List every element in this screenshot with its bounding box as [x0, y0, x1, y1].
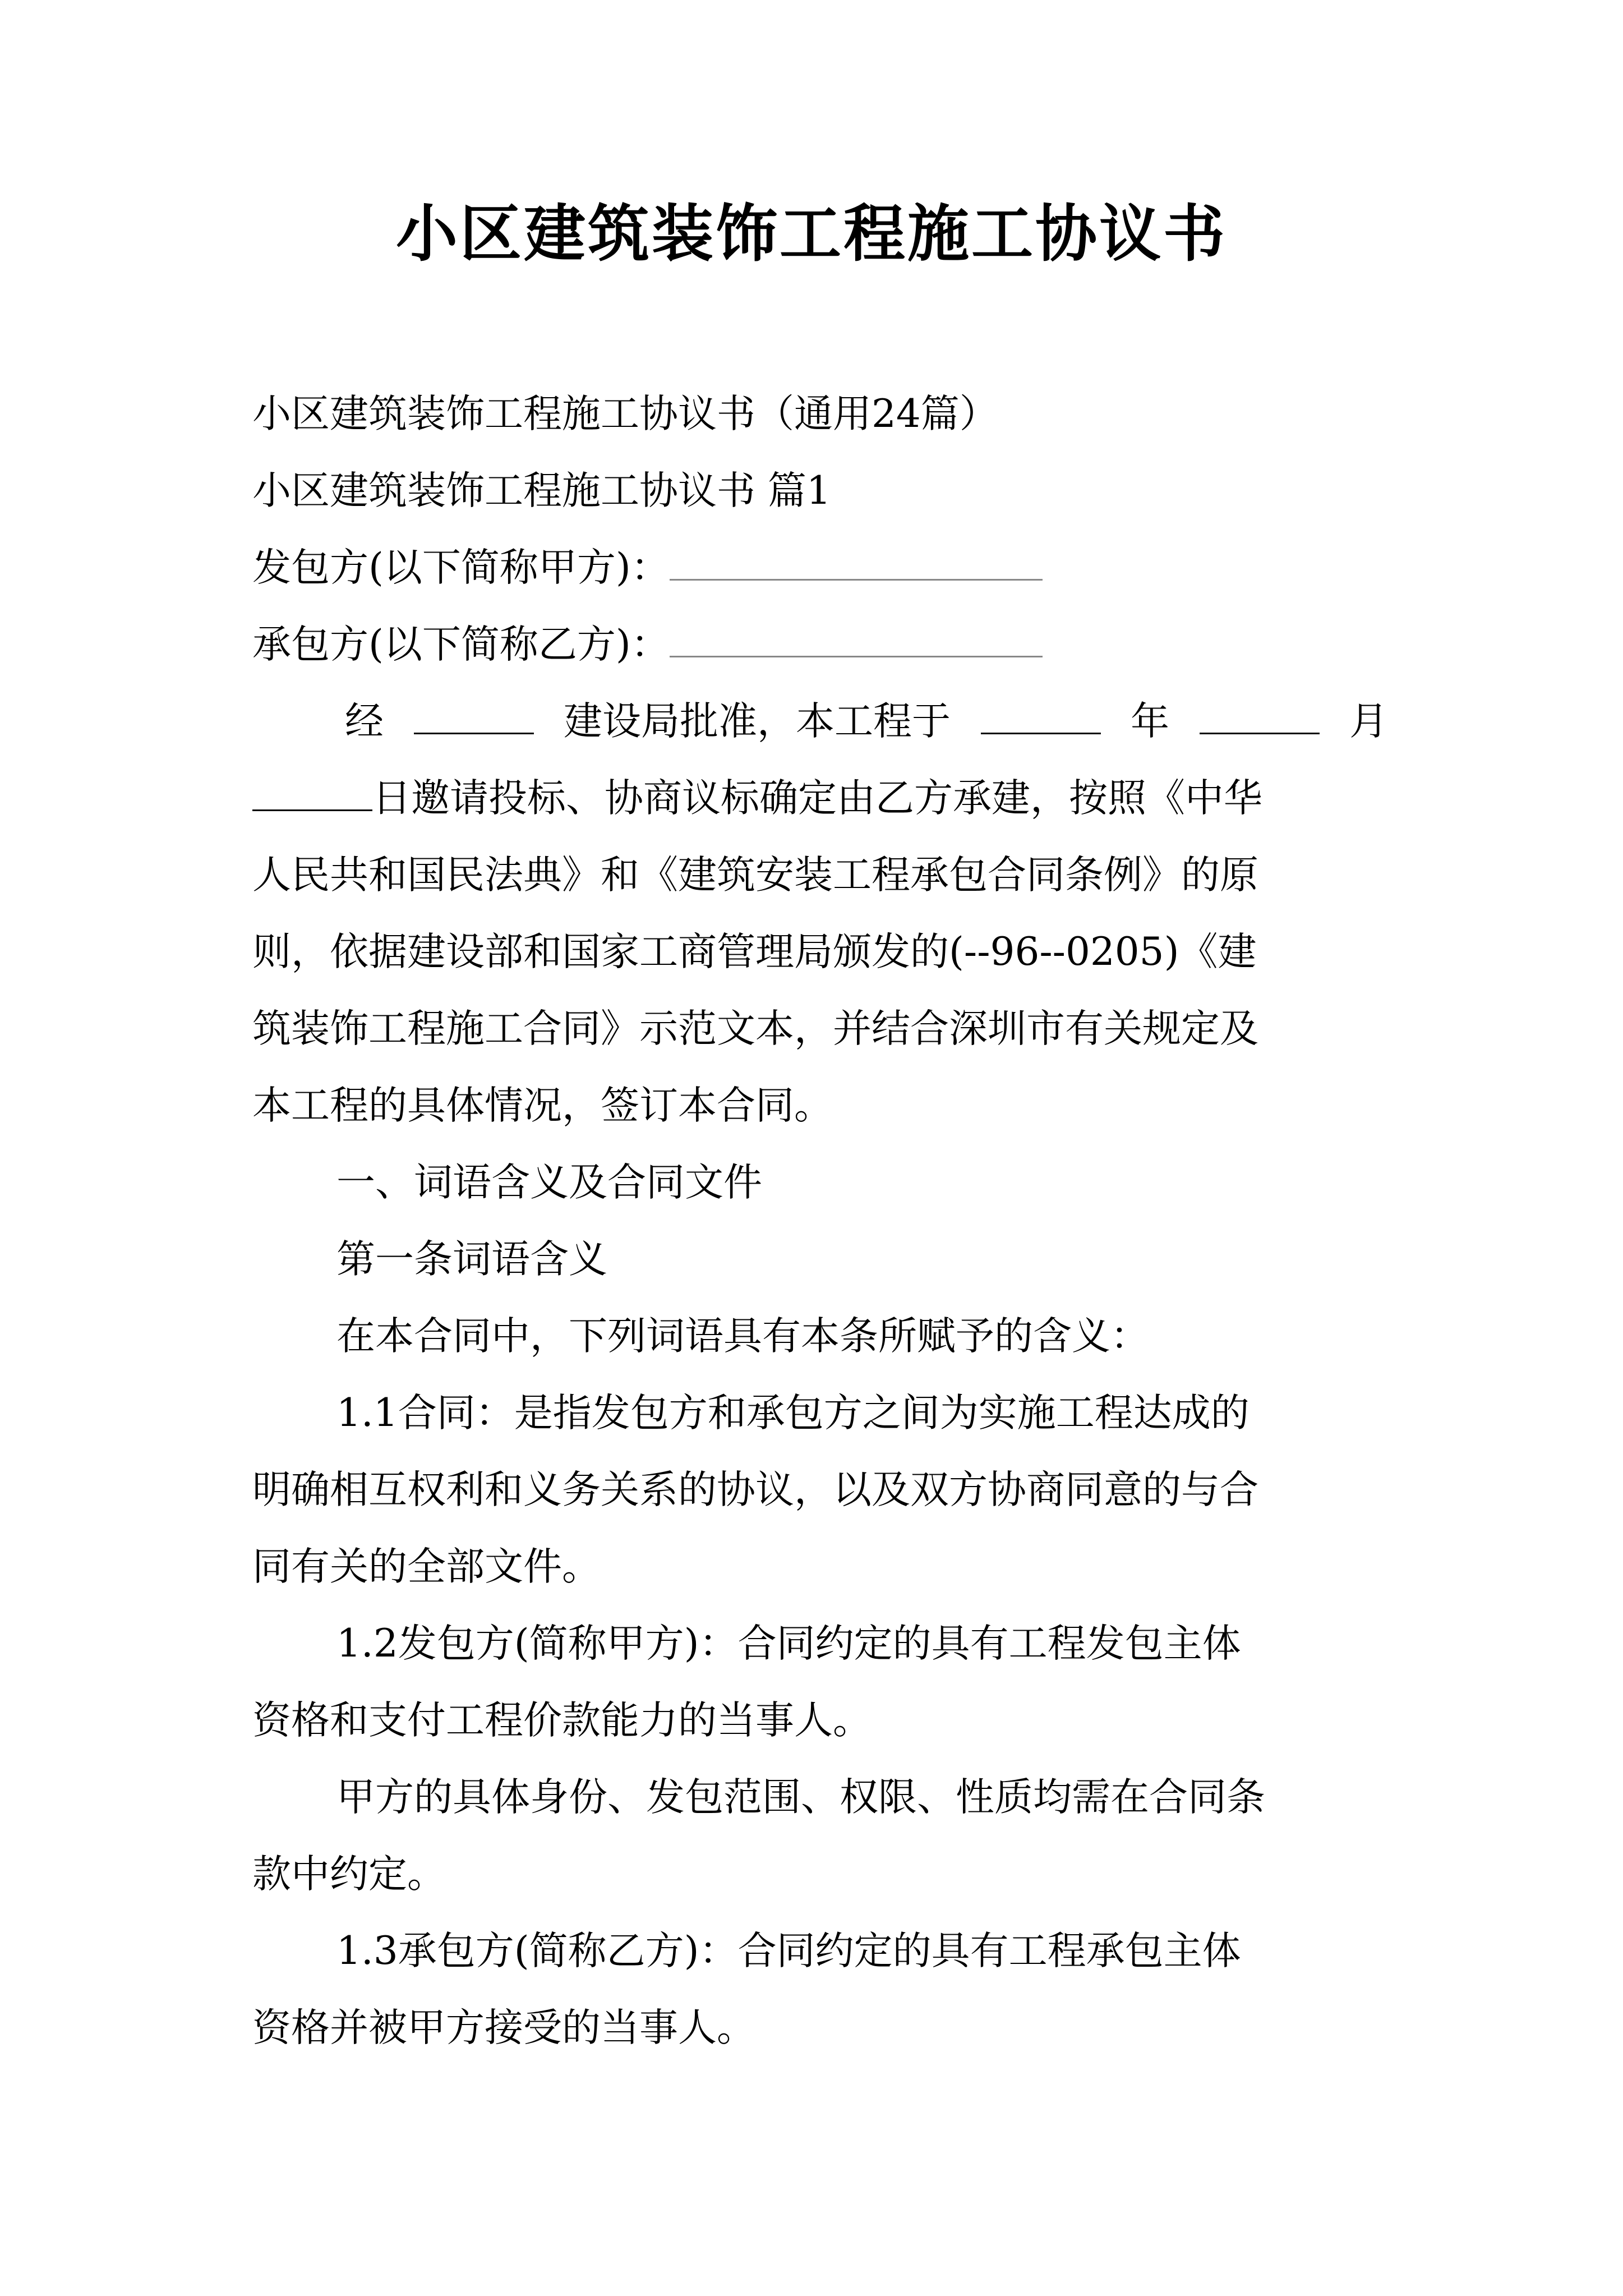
clause-1-2-line-2: 资格和支付工程价款能力的当事人。	[252, 1698, 872, 1743]
article-intro: 在本合同中，下列词语具有本条所赋予的含义：	[336, 1314, 1149, 1359]
document-subtitle: 小区建筑装饰工程施工协议书（通用24篇）	[252, 392, 998, 436]
clause-1-3-line-1: 1.3承包方(简称乙方)：合同约定的具有工程承包主体	[336, 1929, 1241, 1973]
party-a-blank	[670, 542, 1043, 581]
party-a-label: 发包方(以下简称甲方)：	[252, 545, 670, 590]
party-b-blank	[670, 619, 1043, 657]
month-blank	[1200, 696, 1320, 734]
day-blank	[252, 772, 372, 811]
intro-line-2	[252, 770, 1388, 826]
clause-1-2-note-line-1: 甲方的具体身份、发包范围、权限、性质均需在合同条	[336, 1775, 1265, 1820]
intro-line-3: 人民共和国民法典》和《建筑安装工程承包合同条例》的原	[252, 853, 1258, 898]
intro-line-5: 筑装饰工程施工合同》示范文本，并结合深圳市有关规定及	[252, 1006, 1258, 1051]
party-a-line	[252, 540, 1388, 596]
clause-1-3-line-2: 资格并被甲方接受的当事人。	[252, 2005, 755, 2050]
chapter-heading: 一、词语含义及合同文件	[336, 1160, 762, 1205]
intro-line-4: 则，依据建设部和国家工商管理局颁发的(--96--0205)《建	[252, 930, 1257, 974]
clause-1-2-line-1: 1.2发包方(简称甲方)：合同约定的具有工程发包主体	[336, 1621, 1241, 1666]
intro-line-6: 本工程的具体情况，签订本合同。	[252, 1083, 833, 1128]
party-b-line	[252, 616, 1388, 673]
intro-text-3: 年	[1131, 699, 1169, 744]
document-title: 小区建筑装饰工程施工协议书	[396, 197, 1227, 270]
article-heading: 第一条词语含义	[336, 1237, 607, 1282]
clause-1-1-line-3: 同有关的全部文件。	[252, 1544, 601, 1589]
section-heading: 小区建筑装饰工程施工协议书 篇1	[252, 468, 831, 513]
intro-line-1	[252, 693, 1388, 749]
approval-blank	[414, 696, 534, 734]
party-b-label: 承包方(以下简称乙方)：	[252, 622, 670, 667]
intro-text-4: 月	[1349, 699, 1388, 744]
clause-1-2-note-line-2: 款中约定。	[252, 1852, 446, 1897]
intro-text-2: 建设局批准，本工程于	[564, 699, 951, 744]
intro-text-5: 日邀请投标、协商议标确定由乙方承建，按照《中华	[372, 776, 1262, 821]
year-blank	[981, 696, 1101, 734]
clause-1-1-line-1: 1.1合同：是指发包方和承包方之间为实施工程达成的	[336, 1391, 1249, 1435]
clause-1-1-line-2: 明确相互权利和义务关系的协议，以及双方协商同意的与合	[252, 1467, 1258, 1512]
intro-text-1: 经	[345, 699, 384, 744]
